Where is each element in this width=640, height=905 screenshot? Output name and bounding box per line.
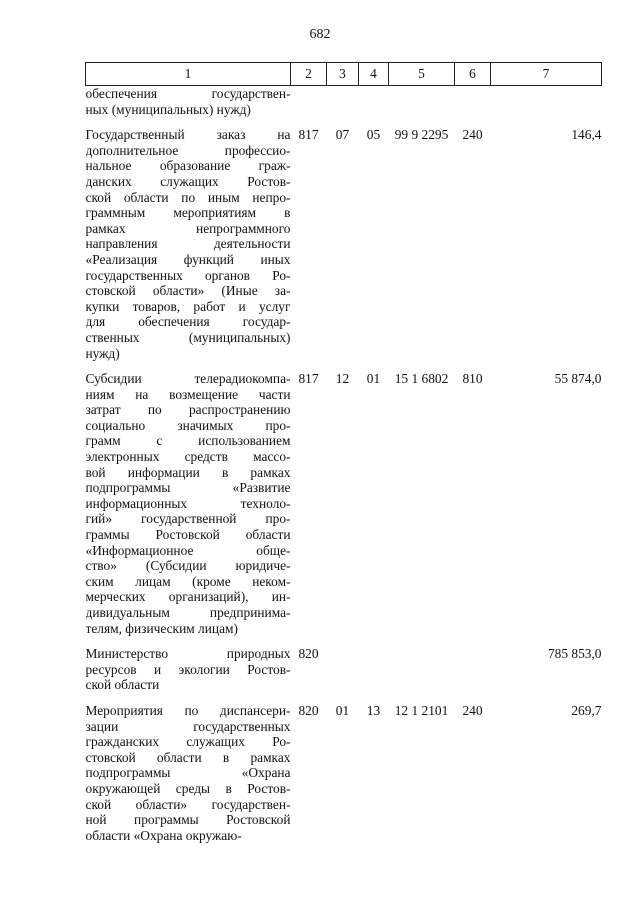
grbs-code: 820 xyxy=(298,646,319,662)
description-line: затрат по распространению xyxy=(85,402,291,418)
description-line: социально значимых про- xyxy=(85,417,291,433)
row-description xyxy=(86,703,291,843)
description-line: рамках непрограммного xyxy=(85,220,291,236)
column-header: 4 xyxy=(359,63,389,86)
description-line: зации государственных xyxy=(85,718,291,734)
description-line: «Реализация функций иных xyxy=(85,251,291,267)
column-header: 1 xyxy=(86,63,291,86)
amount: 55 874,0 xyxy=(554,371,602,387)
subsection-code: 01 xyxy=(366,371,381,387)
description-line: нужд) xyxy=(85,345,120,361)
amount: 785 853,0 xyxy=(547,646,602,662)
amount xyxy=(491,86,602,118)
subsection-code xyxy=(359,86,389,118)
spacer-cell xyxy=(86,361,602,371)
row-spacer xyxy=(86,361,602,371)
description-line: нальное образование граж- xyxy=(85,158,291,174)
subsection-code xyxy=(359,646,389,693)
description-line: информационных техноло- xyxy=(85,495,291,511)
description-line: «Информационное обще- xyxy=(85,542,291,558)
description-line: подпрограммы «Охрана xyxy=(85,765,291,781)
description-line: Субсидии телерадиокомпа- xyxy=(85,371,291,387)
expense-type-code: 810 xyxy=(462,371,483,387)
target-article-code: 15 1 6802 xyxy=(394,371,449,387)
row-description xyxy=(86,127,291,361)
description-line: для обеспечения государ- xyxy=(85,314,291,330)
description-line: подпрограммы «Развитие xyxy=(85,480,291,496)
row-description xyxy=(86,646,291,693)
amount: 269,7 xyxy=(571,702,602,718)
description-line: дополнительное профессио- xyxy=(85,142,291,158)
description-line: ской области по иным непро- xyxy=(85,189,291,205)
table-row xyxy=(86,703,602,843)
description-line: телям, физическим лицам) xyxy=(85,620,238,636)
description-line: ство» (Субсидии юридиче- xyxy=(85,558,291,574)
budget-table xyxy=(85,62,602,843)
description-line: Мероприятия по диспансери- xyxy=(85,702,291,718)
column-header: 3 xyxy=(327,63,359,86)
description-line: мерческих организаций), ин- xyxy=(85,589,291,605)
column-header: 5 xyxy=(389,63,455,86)
section-code xyxy=(327,86,359,118)
expense-type-code: 240 xyxy=(462,702,483,718)
expense-type-code: 240 xyxy=(462,127,483,143)
column-header: 7 xyxy=(491,63,602,86)
spacer-cell xyxy=(86,693,602,703)
description-line: гий» государственной про- xyxy=(85,511,291,527)
description-line: ственных (муниципальных) xyxy=(85,329,291,345)
grbs-code: 817 xyxy=(298,127,319,143)
description-line: грамм с использованием xyxy=(85,433,291,449)
description-line: гражданских служащих Ро- xyxy=(85,734,291,750)
subsection-code: 05 xyxy=(366,127,381,143)
subsection-code: 13 xyxy=(366,702,381,718)
amount: 146,4 xyxy=(571,127,602,143)
section-code: 12 xyxy=(335,371,350,387)
description-line: области «Охрана окружаю- xyxy=(85,827,242,843)
column-header-row xyxy=(86,63,602,86)
description-line: стовской области» (Иные за- xyxy=(85,283,291,299)
table-row xyxy=(86,371,602,636)
target-article-code xyxy=(389,646,455,693)
table-row xyxy=(86,86,602,118)
description-line: ской области xyxy=(85,677,160,693)
description-line: ской области» государствен- xyxy=(85,796,291,812)
description-line: государственных органов Ро- xyxy=(85,267,291,283)
table-row xyxy=(86,127,602,361)
section-code xyxy=(327,646,359,693)
spacer-cell xyxy=(86,117,602,127)
spacer-cell xyxy=(86,636,602,646)
target-article-code: 99 9 2295 xyxy=(394,127,449,143)
description-line: граммы Ростовской области xyxy=(85,527,291,543)
description-line: электронных средств массо- xyxy=(85,449,291,465)
grbs-code xyxy=(291,86,327,118)
column-header: 2 xyxy=(291,63,327,86)
expense-type-code xyxy=(455,86,491,118)
description-line: граммным мероприятиям в xyxy=(85,205,291,221)
description-line: ниям на возмещение части xyxy=(85,386,291,402)
row-description xyxy=(86,86,291,118)
column-header: 6 xyxy=(455,63,491,86)
description-line: дивидуальным предпринима- xyxy=(85,605,291,620)
description-line: ных (муниципальных) нужд) xyxy=(85,101,251,117)
section-code: 01 xyxy=(335,702,350,718)
target-article-code: 12 1 2101 xyxy=(394,702,449,718)
table-row xyxy=(86,646,602,693)
description-line: ресурсов и экологии Ростов- xyxy=(85,661,291,677)
row-description xyxy=(86,371,291,636)
description-line: ной программы Ростовской xyxy=(85,812,291,828)
description-line: данских служащих Ростов- xyxy=(85,173,291,189)
row-spacer xyxy=(86,117,602,127)
grbs-code: 817 xyxy=(298,371,319,387)
description-line: стовской области в рамках xyxy=(85,749,291,765)
grbs-code: 820 xyxy=(298,702,319,718)
description-line: купки товаров, работ и услуг xyxy=(85,298,291,314)
description-line: направления деятельности xyxy=(85,236,291,252)
expense-type-code xyxy=(455,646,491,693)
description-line: ским лицам (кроме неком- xyxy=(85,573,291,589)
page-number: 682 xyxy=(309,27,331,42)
target-article-code xyxy=(389,86,455,118)
description-line: вой информации в рамках xyxy=(85,464,291,480)
row-spacer xyxy=(86,636,602,646)
description-line: окружающей среды в Ростов- xyxy=(85,780,291,796)
description-line: Государственный заказ на xyxy=(85,127,291,143)
section-code: 07 xyxy=(335,127,350,143)
row-spacer xyxy=(86,693,602,703)
description-line: обеспечения государствен- xyxy=(85,86,291,101)
description-line: Министерство природных xyxy=(85,646,291,662)
